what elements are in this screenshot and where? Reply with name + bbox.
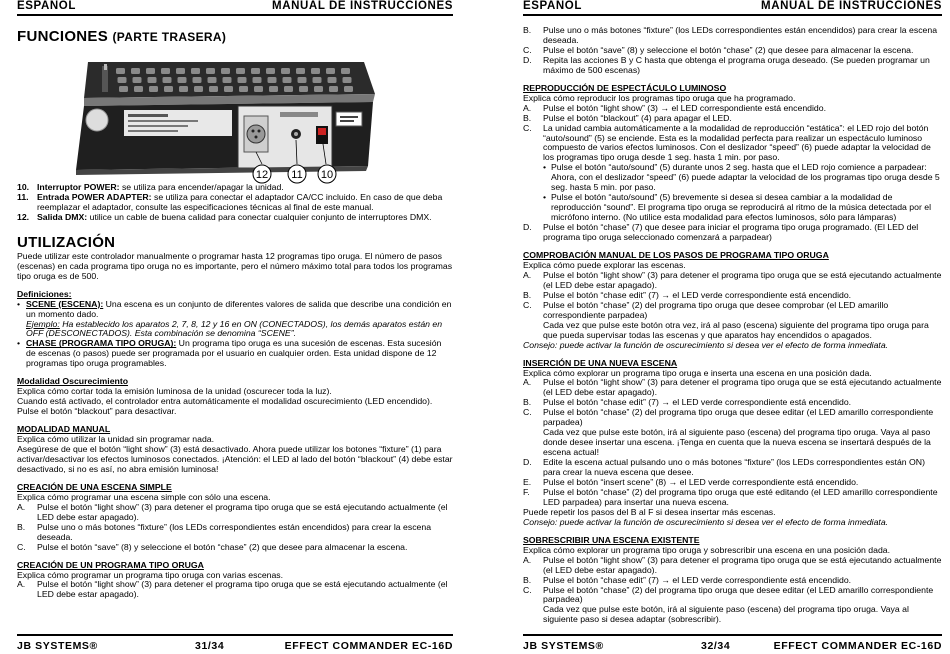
sob-intro: Explica cómo explorar un programa tipo oruga y sobrescribir una escena en una posición dada. bbox=[523, 544, 891, 555]
ins-step-a: A. Pulse el botón “light show” (3) para detener el programa tipo oruga que se está ejecutando actualmente (el LED debe estar apagado). bbox=[523, 377, 942, 398]
panel-button-icon bbox=[238, 77, 247, 83]
panel-button-icon bbox=[149, 86, 158, 92]
chase-step-a: A. Pulse el botón “light show” (3) para detener el programa tipo oruga que se está ejecutando actualmente (el LED debe estar apagado). bbox=[17, 579, 448, 600]
ins-step-b: B. Pulse el botón “chase edit” (7) → el LED verde correspondiente está encendido. bbox=[523, 397, 852, 408]
panel-button-icon bbox=[254, 86, 263, 92]
header-language: ESPAÑOL bbox=[523, 0, 582, 12]
panel-button-icon bbox=[239, 86, 248, 92]
chase-heading: CREACIÓN DE UN PROGRAMA TIPO ORUGA bbox=[17, 559, 204, 570]
cont-step-d: D. Repita las acciones B y C hasta que obtenga el programa oruga deseado. (Se pueden programar un máximo de 500 escenas) bbox=[523, 54, 930, 75]
ins-intro: Explica cómo explorar un programa tipo oruga e inserta una escena en una posición dada. bbox=[523, 367, 872, 378]
panel-button-icon bbox=[194, 86, 203, 92]
panel-button-icon bbox=[314, 86, 323, 92]
page-header bbox=[17, 0, 453, 16]
rep-step-a: A. Pulse el botón “light show” (3) → el LED correspondiente está encendido. bbox=[523, 102, 826, 113]
panel-button-icon bbox=[116, 68, 125, 74]
panel-button-icon bbox=[163, 77, 172, 83]
blackout-line-2: Cuando está activado, el controlador entra automáticamente el modalidad oscurecimiento (LED encendido). Pulse el botón “blackout” para desactivar. bbox=[17, 396, 433, 417]
ins-tip: Consejo: puede activar la función de oscurecimiento si desea ver el efecto de forma inmediata. bbox=[523, 516, 889, 527]
cont-step-b: B. Pulse uno o más botones “fixture” (los LEDs correspondientes están encendidos) para crear la escena deseada. bbox=[523, 25, 938, 45]
sob-step-a: A. Pulse el botón “light show” (3) para detener el programa tipo oruga que se está ejecutando actualmente (el LED debe estar apagado). bbox=[523, 554, 942, 575]
panel-button-icon bbox=[341, 68, 350, 74]
panel-button-icon bbox=[283, 77, 292, 83]
panel-button-icon bbox=[251, 68, 260, 74]
panel-button-icon bbox=[176, 68, 185, 74]
panel-button-icon bbox=[118, 77, 127, 83]
panel-button-icon bbox=[281, 68, 290, 74]
panel-button-icon bbox=[268, 77, 277, 83]
panel-button-icon bbox=[298, 77, 307, 83]
sob-step-b: B. Pulse el botón “chase edit” (7) → el LED verde correspondiente está encendido. bbox=[523, 574, 852, 585]
footer-product: EFFECT COMMANDER EC-16D bbox=[284, 640, 453, 652]
footer-page-number: 31/34 bbox=[195, 640, 225, 652]
panel-button-icon bbox=[313, 77, 322, 83]
manual-line-2: Asegúrese de que el botón “light show” (3) está desactivado. Ahora puede utilizar los botones “fixture” (1) para activar/desactivar los efectos luminosos conectados. ¡Atención: el LED al lado del botón “blackout” (4) debe estar desactivado, si no es así, no abra emisión luminosa! bbox=[17, 444, 453, 474]
rep-heading: REPRODUCCIÓN DE ESPECTÁCULO LUMINOSO bbox=[523, 82, 727, 93]
definiciones-heading: Definiciones: bbox=[17, 288, 72, 299]
ins-step-e: E. Pulse el botón “insert scene” (8) → el LED verde correspondiente está encendido. bbox=[523, 476, 859, 487]
panel-button-icon bbox=[269, 86, 278, 92]
comp-step-a: A. Pulse el botón “light show” (3) para detener el programa tipo oruga que se está ejecutando actualmente (el LED debe estar apagado). bbox=[523, 269, 942, 290]
simple-intro: Explica cómo programar una escena simple con sólo una escena. bbox=[17, 491, 271, 502]
ins-step-c-detail: Cada vez que pulse este botón, irá al siguiente paso (escena) del programa tipo oruga. Vaya al paso donde desee insertar una escena. ¡Tenga en cuenta que la nueva escena se insertará después de la escena actual! bbox=[543, 427, 931, 458]
def-chase: • CHASE (PROGRAMA TIPO ORUGA): Un programa tipo oruga es una sucesión de escenas. Esta sucesión de escenas (o pasos) puede ser programada por el usuario en cualquier orden. Esta unidad dispone de 12 programas tipo oruga programables. bbox=[17, 338, 442, 369]
panel-button-icon bbox=[161, 68, 170, 74]
sob-step-c-detail: Cada vez que pulse este botón, irá al siguiente paso (escena) del programa tipo oruga. Vaya al siguiente paso si desea adaptar (sobrescribir). bbox=[543, 604, 909, 625]
panel-button-icon bbox=[221, 68, 230, 74]
simple-step-a: A. Pulse el botón “light show” (3) para detener el programa tipo oruga que se está ejecutando actualmente (el LED debe estar apagado). bbox=[17, 501, 448, 522]
blackout-heading: Modalidad Oscurecimiento bbox=[17, 376, 129, 387]
simple-step-b: B. Pulse uno o más botones “fixture” (los LEDs correspondientes están encendidos) para crear la escena deseada. bbox=[17, 521, 432, 542]
panel-button-icon bbox=[134, 86, 143, 92]
comp-tip: Consejo: puede activar la función de oscurecimiento si desea ver el efecto de forma inmediata. bbox=[523, 339, 889, 350]
panel-button-icon bbox=[253, 77, 262, 83]
page-footer bbox=[17, 634, 453, 654]
panel-button-icon bbox=[209, 86, 218, 92]
comp-step-b: B. Pulse el botón “chase edit” (7) → el LED verde correspondiente está encendido. bbox=[523, 289, 852, 300]
cont-step-c: C. Pulse el botón “save” (8) y seleccione el botón “chase” (2) que desee para almacenar la escena. bbox=[523, 44, 914, 55]
panel-button-icon bbox=[236, 68, 245, 74]
comp-intro: Explica cómo puede explorar las escenas. bbox=[523, 259, 686, 270]
panel-button-icon bbox=[178, 77, 187, 83]
item-11: 11. Entrada POWER ADAPTER: se utiliza para conectar el adaptador CA/CC incluido. En caso de que deba reemplazar el adaptador, consulte las especificaciones técnicas al final de este manual. bbox=[17, 191, 443, 212]
panel-button-icon bbox=[146, 68, 155, 74]
rear-panel-photo bbox=[68, 58, 375, 186]
panel-button-icon bbox=[148, 77, 157, 83]
panel-button-icon bbox=[344, 86, 353, 92]
panel-button-icon bbox=[343, 77, 352, 83]
rep-bullet-2: • Pulse el botón “auto/sound” (5) brevemente si desea si desea cambiar a la modalidad de reproducción “sound”. El programa tipo oruga se reproducirá al ritmo de la música detectada por el micrófono interno. (No utilice esta modalidad para efectos luminosos, sólo para lámparas) bbox=[543, 192, 932, 223]
panel-button-icon bbox=[208, 77, 217, 83]
sob-step-c: C. Pulse el botón “chase” (2) del programa tipo oruga que desee editar (el LED amarillo correspondiente parpadea) bbox=[523, 584, 934, 605]
callout-10: 10 bbox=[320, 169, 334, 181]
manual-heading: MODALIDAD MANUAL bbox=[17, 424, 111, 435]
rep-intro: Explica cómo reproducir los programas tipo oruga que ha programado. bbox=[523, 92, 796, 103]
footer-product: EFFECT COMMANDER EC-16D bbox=[773, 640, 942, 652]
item-12: 12. Salida DMX: utilice un cable de buena calidad para conectar cualquier conjunto de interruptores DMX. bbox=[17, 211, 432, 222]
ins-step-d: D. Edite la escena actual pulsando uno o más botones “fixture” (los LEDs correspondientes están ON) para crear la nueva escena que desee. bbox=[523, 457, 925, 478]
ins-heading: INSERCIÓN DE UNA NUEVA ESCENA bbox=[523, 357, 678, 368]
chase-intro: Explica cómo programar un programa tipo oruga con varias escenas. bbox=[17, 569, 284, 580]
page-footer bbox=[523, 634, 942, 654]
ins-step-c: C. Pulse el botón “chase” (2) del programa tipo oruga que desee editar (el LED amarillo correspondiente parpadea) bbox=[523, 407, 934, 428]
manual-line-1: Explica cómo utilizar la unidad sin programar nada. bbox=[17, 434, 215, 445]
simple-heading: CREACIÓN DE UNA ESCENA SIMPLE bbox=[17, 481, 172, 492]
panel-button-icon bbox=[223, 77, 232, 83]
page-32 bbox=[475, 0, 950, 654]
panel-button-icon bbox=[299, 86, 308, 92]
ins-step-f: F. Pulse el botón “chase” (2) del programa tipo oruga que esté editando (el LED amarillo correspondiente LED parpadea) para insertar una nueva escena. bbox=[523, 486, 938, 507]
callout-12: 12 bbox=[255, 169, 269, 181]
simple-step-c: C. Pulse el botón “save” (8) y seleccione el botón “chase” (2) que desee para almacenar la escena. bbox=[17, 541, 408, 552]
panel-button-icon bbox=[119, 86, 128, 92]
footer-brand: JB SYSTEMS® bbox=[17, 640, 98, 652]
blackout-line-1: Explica cómo cortar toda la emisión luminosa de la unidad (oscurecer toda la luz). bbox=[17, 386, 332, 397]
page-header bbox=[523, 0, 942, 16]
panel-button-icon bbox=[311, 68, 320, 74]
comp-step-c: C. Pulse el botón “chase” (2) del programa tipo oruga que desee comprobar (el LED amarillo correspondiente parpadea) bbox=[523, 299, 889, 320]
panel-button-icon bbox=[284, 86, 293, 92]
rep-bullet-1: • Pulse el botón “auto/sound” (5) durante unos 2 seg. hasta que el LED rojo comience a parpadear: Ahora, con el deslizador “speed” (6) puede adaptar la velocidad de los programas tipo oruga desde 5 seg. hasta 5 min. por paso. bbox=[543, 162, 940, 193]
right-content bbox=[523, 26, 942, 625]
callout-11: 11 bbox=[291, 169, 303, 181]
panel-button-icon bbox=[206, 68, 215, 74]
def-scene: • SCENE (ESCENA): Una escena es un conjunto de diferentes valores de salida que describe una condición en un momento dado. Ejemplo: Ha establecido los aparatos 2, 7, 8, 12 y 16 en ON (CONECTADOS), los demás aparatos están en OFF (DESCONECTADOS). Esta combinación se denomina “SCENE”. bbox=[17, 298, 452, 339]
header-title: MANUAL DE INSTRUCCIONES bbox=[272, 0, 453, 12]
comp-step-c-detail: Cada vez que pulse este botón otra vez, irá al paso (escena) siguiente del programa tipo oruga para que pueda supervisar todas las escenas y que aparatos hay encendidos o apagados. bbox=[543, 319, 929, 340]
header-language: ESPAÑOL bbox=[17, 0, 76, 12]
panel-button-icon bbox=[329, 86, 338, 92]
funciones-heading: FUNCIONES (PARTE TRASERA) bbox=[17, 28, 227, 45]
panel-button-icon bbox=[326, 68, 335, 74]
comp-heading: COMPROBACIÓN MANUAL DE LOS PASOS DE PROGRAMA TIPO ORUGA bbox=[523, 250, 829, 261]
funciones-title-block bbox=[17, 28, 453, 46]
panel-button-icon bbox=[131, 68, 140, 74]
utilizacion-heading: UTILIZACIÓN bbox=[17, 233, 116, 251]
funciones-list bbox=[17, 183, 453, 600]
panel-button-icon bbox=[224, 86, 233, 92]
panel-button-icon bbox=[266, 68, 275, 74]
footer-brand: JB SYSTEMS® bbox=[523, 640, 604, 652]
panel-button-icon bbox=[296, 68, 305, 74]
panel-button-icon bbox=[191, 68, 200, 74]
header-title: MANUAL DE INSTRUCCIONES bbox=[761, 0, 942, 12]
panel-button-icon bbox=[179, 86, 188, 92]
item-10: 10. Interruptor POWER: se utiliza para encender/apagar la unidad. bbox=[17, 182, 284, 192]
panel-button-icon bbox=[193, 77, 202, 83]
footer-page-number: 32/34 bbox=[701, 640, 731, 652]
rep-step-b: B. Pulse el botón “blackout” (4) para apagar el LED. bbox=[523, 112, 732, 123]
panel-button-icon bbox=[328, 77, 337, 83]
panel-button-icon bbox=[164, 86, 173, 92]
ins-repeat: Puede repetir los pasos del B al F si desea insertar más escenas. bbox=[523, 506, 776, 517]
panel-button-icon bbox=[133, 77, 142, 83]
sob-heading: SOBRESCRIBIR UNA ESCENA EXISTENTE bbox=[523, 534, 700, 545]
rep-step-c: C. La unidad cambia automáticamente a la modalidad de reproducción “estática”: el LED rojo del botón “auto/sound” (5) se enciende. Esta es la modalidad perfecta para realizar un espectáculo luminoso compuesto de varios efectos luminosos. Con el deslizador “speed” (6) puede adaptar la velocidad de los programas tipo oruga desde 1 seg. hasta 1 min. por paso. bbox=[523, 122, 931, 163]
utilizacion-intro: Puede utilizar este controlador manualmente o programar hasta 12 programas tipo oruga. El número de pasos (escenas) en cada programa tipo oruga no es importante, pero el número máximo total para todos los programas tipo oruga es de 500. bbox=[17, 250, 453, 281]
rep-step-d: D. Pulse el botón “chase” (7) que desee para iniciar el programa tipo oruga programado. (El LED del programa tipo oruga seleccionado comenzará a parpadear) bbox=[523, 222, 919, 243]
